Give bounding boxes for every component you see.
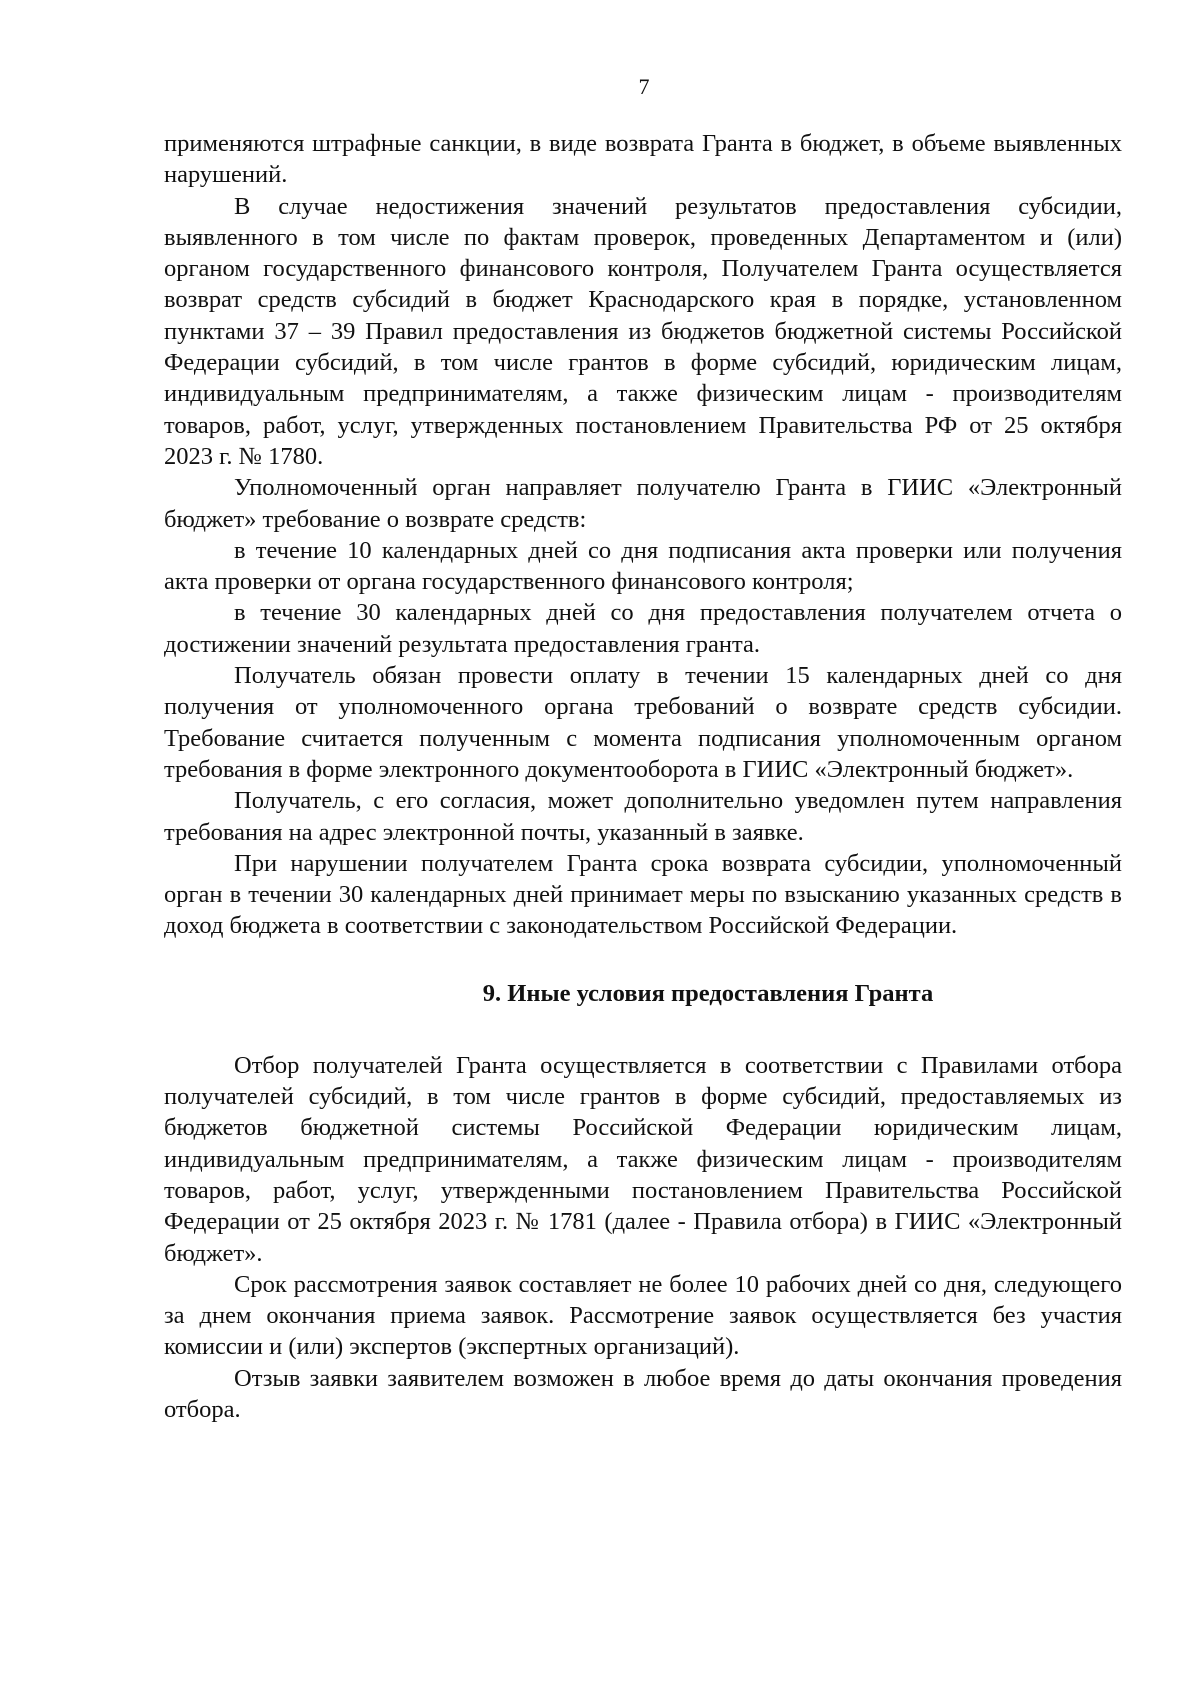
paragraph: применяются штрафные санкции, в виде возврата Гранта в бюджет, в объеме выявленных нарушений. (164, 130, 1122, 189)
section-heading: 9. Иные условия предоставления Гранта (482, 979, 934, 1007)
document-body (164, 128, 1122, 1425)
paragraph: в течение 10 календарных дней со дня подписания акта проверки или получения акта проверки от органа государственного финансового контроля; (164, 536, 1122, 596)
paragraph: Уполномоченный орган направляет получателю Гранта в ГИИС «Электронный бюджет» требование о возврате средств: (164, 474, 1122, 533)
paragraph: Отзыв заявки заявителем возможен в любое время до даты окончания проведения отбора. (164, 1364, 1122, 1423)
paragraph: При нарушении получателем Гранта срока возврата субсидии, уполномоченный орган в течении 30 календарных дней принимает меры по взысканию указанных средств в доход бюджета в соответствии с законодательством Российской Федерации. (164, 849, 1122, 940)
paragraph: Срок рассмотрения заявок составляет не более 10 рабочих дней со дня, следующего за днем окончания приема заявок. Рассмотрение заявок осуществляется без участия комиссии и (или) экспертов (экспертных организаций). (164, 1270, 1122, 1361)
paragraph: Получатель, с его согласия, может дополнительно уведомлен путем направления требования на адрес электронной почты, указанный в заявке. (164, 787, 1122, 846)
paragraph: Отбор получателей Гранта осуществляется в соответствии с Правилами отбора получателей субсидий, в том числе грантов в форме субсидий, предоставляемых из бюджетов бюджетной системы Российской Федерации юридическим лицам, индивидуальным предпринимателям, а также физическим лицам - производителям товаров, работ, услуг, утвержденными постановлением Правительства Российской Федерации от 25 октября 2023 г. № 1781 (далее - Правила отбора) в ГИИС «Электронный бюджет». (164, 1051, 1122, 1267)
page-number: 7 (638, 74, 650, 99)
paragraph: Получатель обязан провести оплату в течении 15 календарных дней со дня получения от уполномоченного органа требований о возврате средств субсидии. Требование считается полученным с момента подписания уполномоченным органом требования в форме электронного документооборота в ГИИС «Электронный бюджет». (164, 662, 1122, 783)
paragraph: в течение 30 календарных дней со дня предоставления получателем отчета о достижении значений результата предоставления гранта. (164, 599, 1122, 658)
paragraph: В случае недостижения значений результатов предоставления субсидии, выявленного в том числе по фактам проверок, проведенных Департаментом и (или) органом государственного финансового контроля, Получателем Гранта осуществляется возврат средств субсидий в бюджет Краснодарского края в порядке, установленном пунктами 37 – 39 Правил предоставления из бюджетов бюджетной системы Российской Федерации субсидий, в том числе грантов в форме субсидий, юридическим лицам, индивидуальным предпринимателям, а также физическим лицам - производителям товаров, работ, услуг, утвержденных постановлением Правительства РФ от 25 октября 2023 г. № 1780. (164, 192, 1122, 470)
